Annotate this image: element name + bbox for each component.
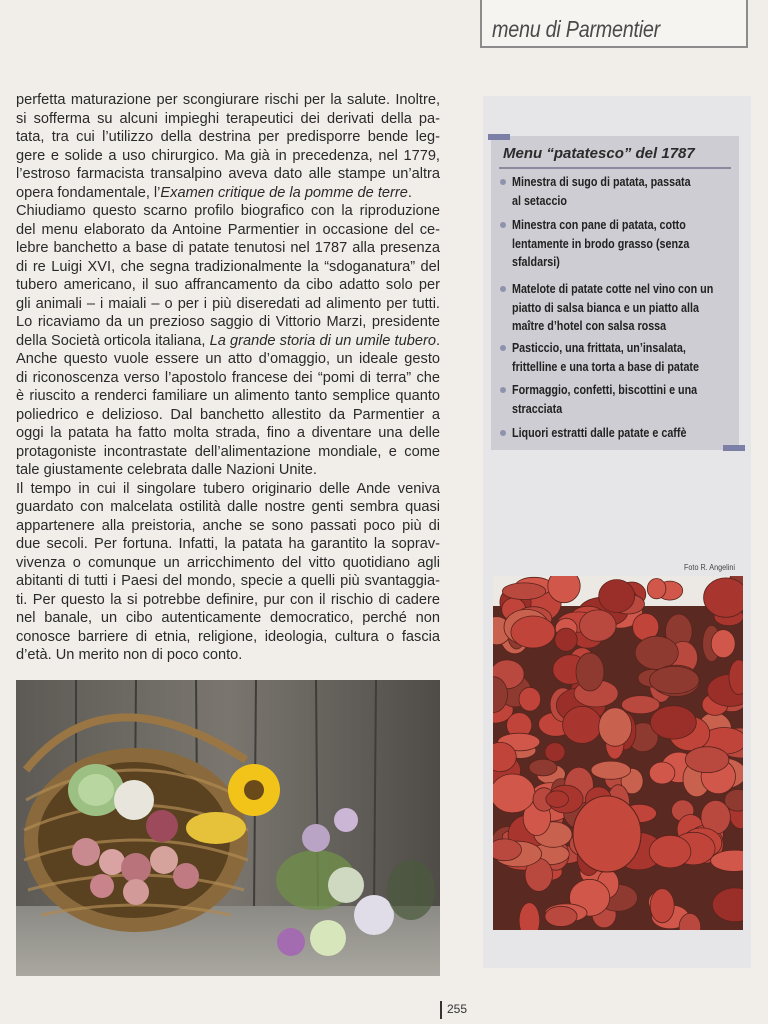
body-text-line [16,461,440,480]
body-text-segment: della Società orticola italiana, [16,332,210,349]
body-text-column [16,91,440,665]
potato-shape [573,796,641,872]
potato-shape [650,706,696,739]
menu-item [500,424,738,443]
body-text-segment: è riuscito a renderci familiare un alimento tanto semplice quanto [16,388,440,404]
body-text-segment: conosce barriere di etnia, religione, ideologia, cultura o fascia [16,628,440,645]
menu-item [500,173,738,210]
menu-item-line: Formaggio, confetti, biscottini e una [512,383,698,397]
menu-item-line: Liquori estratti dalle patate e caffè [512,426,687,440]
body-text-line [16,572,440,591]
bullet-icon [500,179,506,185]
body-text-line [16,498,440,517]
page-number: 255 [440,1001,467,1019]
potato-shape [704,578,743,617]
menu-item-line: maître d’hotel con salsa rossa [512,319,667,333]
body-text-line [16,147,440,166]
body-text-line [16,202,440,221]
body-text-line [16,535,440,554]
potato-shape [580,610,617,641]
body-text-segment: gere e solide a uso chirurgico. Ma già in precedenza, nel 1779, [16,147,440,164]
menu-item-line: Matelote di patate cotte nel vino con un [512,282,714,296]
body-text-segment: ti. Per questo la si potrebbe definire, pur con il rischio di cadere [16,591,440,608]
body-text-line [16,110,440,129]
body-text-segment: si sofferma su alcuni impieghi terapeutici dei derivati della pa- [16,110,440,127]
menu-item [500,339,738,376]
menu-item [500,280,738,336]
menu-item-line: Minestra di sugo di patata, passata [512,175,691,189]
potato-shape [711,630,735,658]
potato-shape [493,839,522,861]
menu-item-text [512,339,706,376]
body-text-segment: opera fondamentale, l’ [16,184,161,201]
potato-shape [649,762,675,784]
body-text-segment: Anche questo vuole essere un atto d’omaggio, un ideale gesto [16,351,440,367]
potato-shape [493,774,535,813]
potato-shape [622,696,660,714]
menu-item [500,216,738,272]
bullet-icon [500,286,506,292]
body-text-segment: Chiudiamo questo scarno profilo biografico con la riproduzione [16,203,440,219]
body-text-line [16,239,440,258]
potato-shape [546,791,569,808]
bullet-icon [500,430,506,436]
body-text-segment: di riconoscenza verso l’apostolo francese dei “pomi di terra” che [16,369,440,386]
menu-item-line: al setaccio [512,193,567,208]
body-text-segment: tata, tra cui l’utilizzo della destrina per predisporre bende leg- [16,129,440,145]
photo-credit: Foto R. Angelini [684,562,736,572]
potato-shape [650,666,700,693]
potato-shape [502,583,545,600]
section-title: menu di Parmentier [492,16,660,42]
menu-box-tab-top [488,134,510,140]
section-header [480,0,748,48]
potato-shape [635,636,678,669]
body-text-line [16,369,440,388]
potato-shape [563,706,602,743]
body-text-line [16,424,440,443]
menu-item-line: sfaldarsi) [512,255,560,269]
menu-item [500,381,738,418]
body-text-segment: oggi la patata ha fatto molta strada, fino a diventare una delle [16,425,440,441]
body-text-segment: gli animali – i maiali – o per i più diseredati ad alimento per tutti. [16,295,440,312]
body-text-line [16,443,440,462]
menu-item-line: lentamente in brodo grasso (senza [512,236,690,251]
body-text-line [16,406,440,425]
body-text-line [16,295,440,314]
bullet-icon [500,345,506,351]
body-text-line [16,128,440,147]
menu-item-line: piatto di salsa bianca e un piatto alla [512,300,699,315]
body-text-line [16,184,440,203]
body-text-segment: protagoniste incontrastate dell’alimentazione mondiale, e come [16,443,440,460]
menu-item-line: stracciata [512,401,563,416]
menu-item-line: Minestra con pane di patata, cotto [512,218,686,232]
body-text-segment: del menu elaborato da Antoine Parmentier in occasione del ce- [16,221,440,238]
potato-shape [511,616,555,648]
body-text-segment: appartenere alla preistoria, anche se sono passati poco più di [16,517,440,534]
body-text-line [16,387,440,406]
potato-shape [576,653,604,691]
vegetable-basket-photo [16,680,440,976]
potato-shape [599,708,632,747]
body-text-segment: Il tempo in cui il singolare tubero originario delle Ande veniva [16,480,440,497]
potato-shape [685,747,729,773]
body-text-segment: due secoli. Per fortuna. Infatti, la patata ha garantito la soprav- [16,536,440,552]
body-text-segment: Lo ricaviamo da un prezioso saggio di Vittorio Marzi, presidente [16,314,440,330]
potato-shape [599,580,635,613]
body-text-segment: vivenza o comunque un arricchimento del vitto quotidiano agli [16,554,440,571]
body-text-line [16,332,440,351]
body-text-line [16,554,440,573]
body-text-segment: . [407,184,412,201]
menu-box-tab-bottom [723,445,745,451]
body-text-line [16,221,440,240]
body-text-segment: guardato con malcelata ostilità dalle nostre genti sembra quasi [16,499,440,515]
menu-title: Menu “patatesco” del 1787 [503,145,695,162]
body-text-segment: perfetta maturazione per scongiurare rischi per la salute. Inoltre, [16,92,440,108]
potato-shape [545,743,565,762]
body-text-line [16,646,440,665]
body-text-segment: tubero americano, il suo affrancamento da cibo adatto solo per [16,277,440,293]
body-text-segment: tale giustamente celebrata dalle Nazioni Unite. [16,462,317,478]
body-text-line [16,350,440,369]
body-text-segment: d’età. Un merito non di poco conto. [16,647,243,663]
body-text-segment: . [435,332,440,349]
body-text-line [16,591,440,610]
body-text-line [16,313,440,332]
potato-shape [591,761,631,779]
body-text-segment: di re Luigi XVI, che segna tradizionalmente la “sdoganatura” del [16,258,440,275]
body-text-line [16,91,440,110]
bullet-icon [500,387,506,393]
potatoes-photo [493,576,743,930]
potato-shape [649,835,691,868]
body-text-segment: nel banale, un cibo autenticamente democratico, perché non [16,610,440,626]
potato-shape [545,906,577,926]
menu-item-line: frittelline e una torta a base di patate [512,359,699,374]
menu-item-line: Pasticcio, una frittata, un’insalata, [512,341,686,355]
menu-item-text [512,381,706,418]
body-text-line [16,480,440,499]
book-title: La grande storia di un umile tubero [209,332,436,349]
body-text-line [16,609,440,628]
body-text-segment: l’estroso farmacista transalpino aveva dato alle stampe un’altra [16,166,440,182]
body-text-line [16,258,440,277]
menu-item-text [512,280,713,336]
body-text-line [16,517,440,536]
potato-shape [519,687,541,711]
menu-item-text [512,216,706,272]
body-text-segment: poliedrico e delizioso. Dal banchetto allestito da Parmentier a [16,406,440,423]
potato-shape [555,628,577,651]
body-text-segment: lebre banchetto a base di patate tenutosi nel 1787 alla presenza [16,240,440,256]
menu-title-rule [499,167,731,169]
bullet-icon [500,222,506,228]
book-title: Examen critique de la pomme de terre [160,184,408,201]
body-text-line [16,165,440,184]
menu-item-text [512,424,706,443]
menu-item-text [512,173,706,210]
body-text-line [16,276,440,295]
body-text-line [16,628,440,647]
potato-shape [650,889,674,923]
body-text-segment: abitanti di tutti i Paesi del mondo, specie a quelli più svantaggia- [16,573,440,589]
potato-shape [647,579,666,599]
